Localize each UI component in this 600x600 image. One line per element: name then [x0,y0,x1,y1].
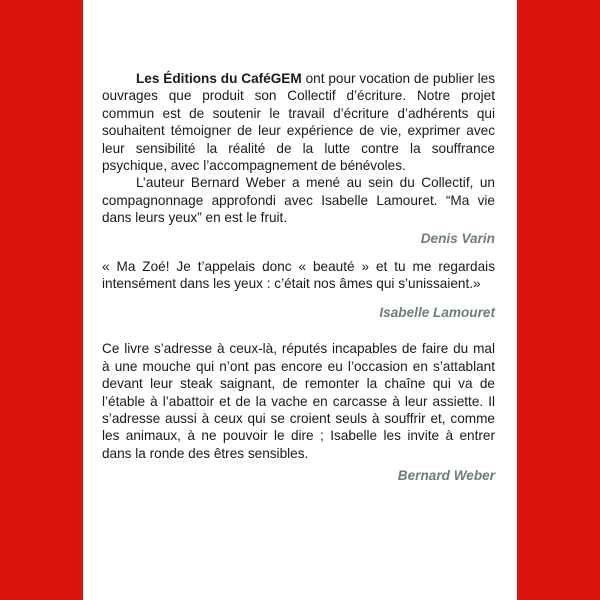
author-paragraph: L’auteur Bernard Weber a mené au sein du Collectif, un compagnonnage approfondi avec Isabelle Lamouret. “Ma vie dans leurs yeux” en est le fruit. [102,175,495,226]
intro-paragraph [102,70,495,174]
intro-text: ont pour vocation de publier les ouvrages que produit son Collectif d’écriture. Notre projet commun est de soutenir le travail d’écriture d’adhérents qui souhaitent témoigner de leur expérience de vie, exprimer avec leur sensibilité la réalité de la lutte contre la souffrance psychique, avec l’accompagnement de bénévoles. [102,71,495,174]
quote-paragraph: « Ma Zoé! Je t’appelais donc « beauté » et tu me regardais intensément dans les yeux : c’était nos âmes qui s’unissaient.» [102,259,495,292]
signature-denis-varin: Denis Varin [420,230,495,246]
signature-isabelle-lamouret: Isabelle Lamouret [379,304,495,320]
closing-paragraph: Ce livre s’adresse à ceux-là, réputés incapables de faire du mal à une mouche qui n’ont pas encore eu l’occasion en s’attablant devant leur steak saignant, de remonter la chaîne qui va de l’étable à l’abattoir et de la vache en carcasse à leur assiette. Il s’adresse aussi à ceux qui se croient seuls à souffrir et, comme les animaux, à ne pouvoir le dire ; Isabelle les invite à entrer dans la ronde des êtres sensibles. [102,341,495,461]
signature-bernard-weber: Bernard Weber [397,468,495,484]
publisher-name: Les Éditions du CaféGEM [136,71,302,86]
back-cover-text [102,70,495,485]
back-cover-page [83,0,517,600]
